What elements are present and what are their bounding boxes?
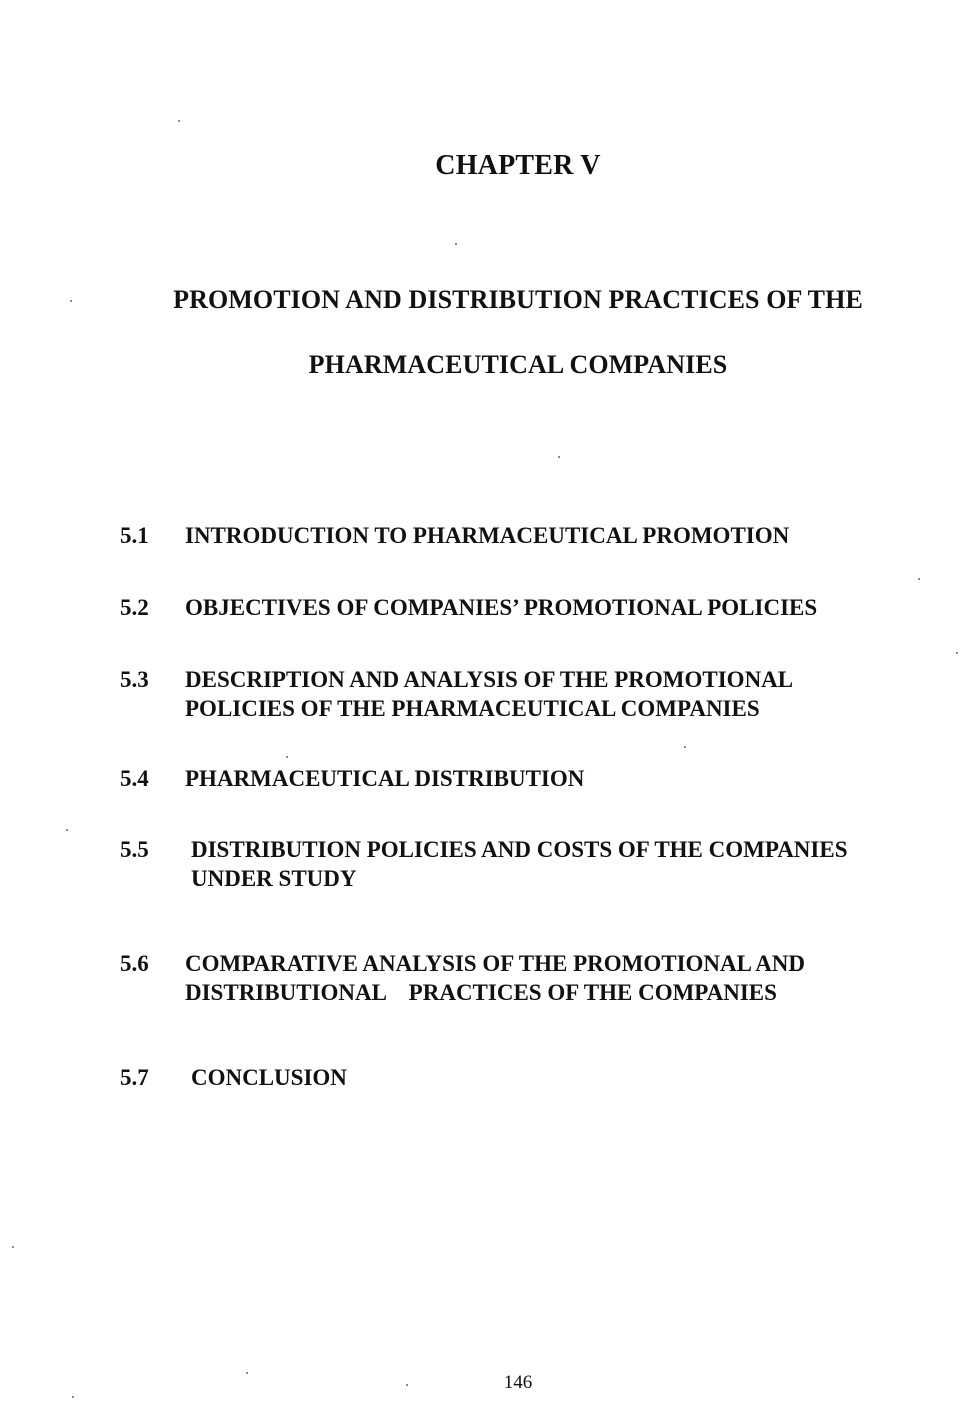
scan-speck: [455, 243, 457, 245]
scan-speck: [406, 1384, 408, 1386]
scan-speck: [918, 578, 920, 580]
toc-item-number: 5.7: [120, 1065, 149, 1090]
scan-speck: [558, 456, 560, 458]
scan-speck: [72, 1396, 74, 1398]
toc-item-line: COMPARATIVE ANALYSIS OF THE PROMOTIONAL AND: [185, 951, 806, 976]
toc-item-text: [185, 521, 789, 550]
page-number: 146: [503, 1372, 533, 1393]
scan-speck: [286, 756, 288, 758]
toc-item-number: 5.2: [120, 595, 149, 620]
scan-speck: [12, 1246, 14, 1248]
chapter-title: CHAPTER V: [435, 150, 601, 181]
toc-item-text: [191, 835, 848, 893]
scan-speck: [178, 120, 180, 122]
toc-item-number: 5.3: [120, 667, 149, 692]
toc-item-line: INTRODUCTION TO PHARMACEUTICAL PROMOTION: [185, 523, 790, 548]
scan-speck: [66, 829, 68, 831]
scan-speck: [956, 652, 958, 654]
toc-item-number: 5.6: [120, 951, 149, 976]
toc-item-line: DESCRIPTION AND ANALYSIS OF THE PROMOTIONAL: [185, 667, 794, 692]
toc-item-line: DISTRIBUTIONAL PRACTICES OF THE COMPANIES: [185, 980, 777, 1005]
toc-item-line: PHARMACEUTICAL DISTRIBUTION: [185, 766, 585, 791]
toc-item-line: CONCLUSION: [191, 1065, 347, 1090]
scan-speck: [70, 300, 72, 302]
toc-item-number: 5.4: [120, 766, 149, 791]
toc-item-number: 5.1: [120, 523, 149, 548]
toc-item-line: POLICIES OF THE PHARMACEUTICAL COMPANIES: [185, 696, 760, 721]
toc-item-text: [185, 593, 817, 622]
chapter-heading-line-2: PHARMACEUTICAL COMPANIES: [308, 350, 728, 379]
toc-item-line: OBJECTIVES OF COMPANIES’ PROMOTIONAL POLICIES: [185, 595, 818, 620]
toc-item-text: [191, 1063, 347, 1092]
toc-item-number: 5.5: [120, 837, 149, 862]
toc-item-line: UNDER STUDY: [191, 866, 357, 891]
toc-item-text: [185, 764, 584, 793]
chapter-heading-line-1: PROMOTION AND DISTRIBUTION PRACTICES OF THE: [173, 285, 863, 314]
scan-speck: [246, 1372, 248, 1374]
toc-item-line: DISTRIBUTION POLICIES AND COSTS OF THE COMPANIES: [191, 837, 848, 862]
toc-item-text: [185, 665, 793, 723]
toc-item-text: [185, 949, 805, 1007]
scan-speck: [684, 746, 686, 748]
